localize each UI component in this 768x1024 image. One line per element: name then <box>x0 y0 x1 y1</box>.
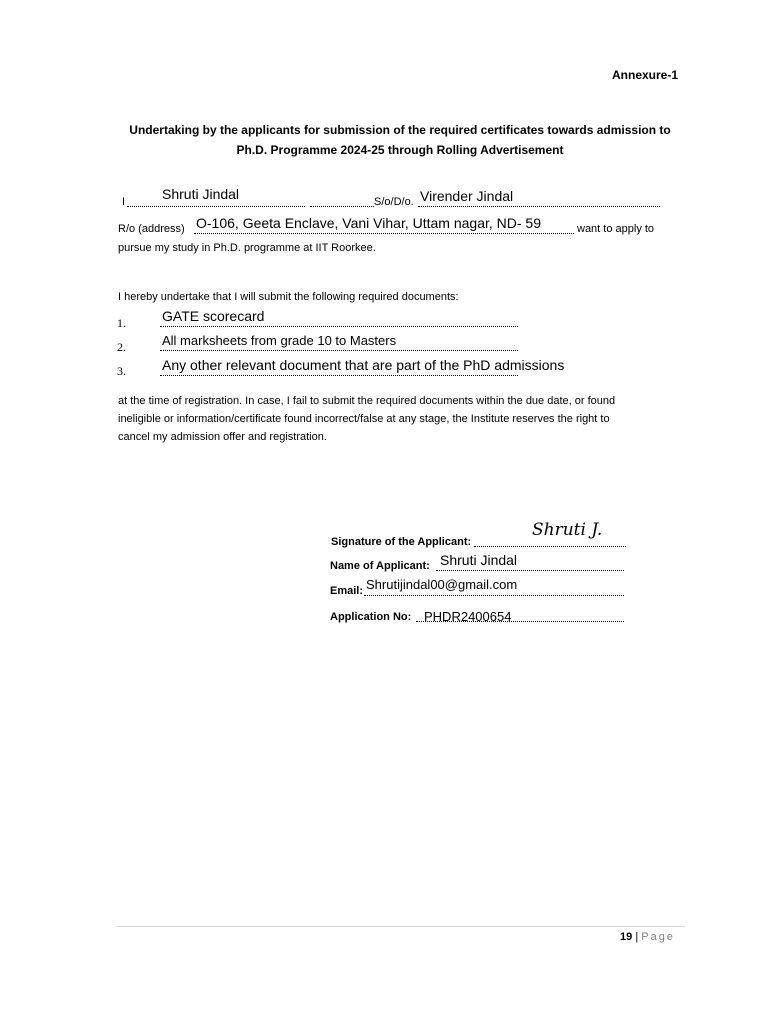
email-label: Email: <box>330 585 364 597</box>
parent-name-field[interactable]: Virender Jindal <box>420 188 514 204</box>
name-dotted-line-2 <box>310 206 374 207</box>
application-no-field[interactable]: PHDR2400654 <box>424 609 512 624</box>
declaration-line-3: pursue my study in Ph.D. programme at IIT Roorkee. <box>118 242 376 254</box>
page-footer <box>620 931 675 943</box>
address-label: R/o (address) <box>118 223 185 235</box>
undertake-text: I hereby undertake that I will submit the following required documents: <box>118 291 459 303</box>
email-dotted-line <box>364 595 624 596</box>
address-suffix: want to apply to <box>577 223 655 235</box>
application-no-label: Application No: <box>330 611 412 623</box>
document-dotted-line-3 <box>160 375 518 376</box>
signature-dotted-line <box>474 546 626 547</box>
title-line-1: Undertaking by the applicants for submission of the required certificates towards admission to <box>129 123 671 137</box>
annexure-label: Annexure-1 <box>612 68 679 82</box>
closing-line-3: cancel my admission offer and registration. <box>118 431 327 443</box>
email-field[interactable]: Shrutijindal00@gmail.com <box>366 577 518 592</box>
document-number-3: 3. <box>117 364 126 378</box>
document-field-2[interactable]: All marksheets from grade 10 to Masters <box>162 333 397 348</box>
relation-label: S/o/D/o. <box>374 196 414 208</box>
document-number-1: 1. <box>117 316 126 330</box>
document-number-2: 2. <box>117 340 126 354</box>
signature-label: Signature of the Applicant: <box>331 536 472 548</box>
document-dotted-line-1 <box>160 326 518 327</box>
address-dotted-line <box>194 233 574 234</box>
closing-line-1: at the time of registration. In case, I fail to submit the required documents within the due date, or found <box>118 395 616 407</box>
document-field-3[interactable]: Any other relevant document that are part of the PhD admissions <box>162 357 565 373</box>
footer-divider <box>116 926 685 927</box>
applicant-signature: Shruti J. <box>532 520 603 540</box>
closing-line-2: ineligible or information/certificate found incorrect/false at any stage, the Institute reserves the right to <box>118 413 610 425</box>
name-dotted-line <box>127 206 305 207</box>
address-field[interactable]: O-106, Geeta Enclave, Vani Vihar, Uttam nagar, ND- 59 <box>196 215 541 231</box>
title-line-2: Ph.D. Programme 2024-25 through Rolling Advertisement <box>236 143 564 157</box>
document-dotted-line-2 <box>160 350 518 351</box>
signature-name-field[interactable]: Shruti Jindal <box>440 552 518 568</box>
page-label: Page <box>641 931 675 943</box>
document-field-1[interactable]: GATE scorecard <box>162 308 265 324</box>
page-number: 19 <box>620 931 633 943</box>
applicant-name-field[interactable]: Shruti Jindal <box>162 186 240 202</box>
parent-dotted-line <box>418 206 660 207</box>
name-label: Name of Applicant: <box>330 560 430 572</box>
name-sig-dotted-line <box>436 570 624 571</box>
footer-separator: | <box>635 931 639 943</box>
i-label: I <box>122 196 126 208</box>
